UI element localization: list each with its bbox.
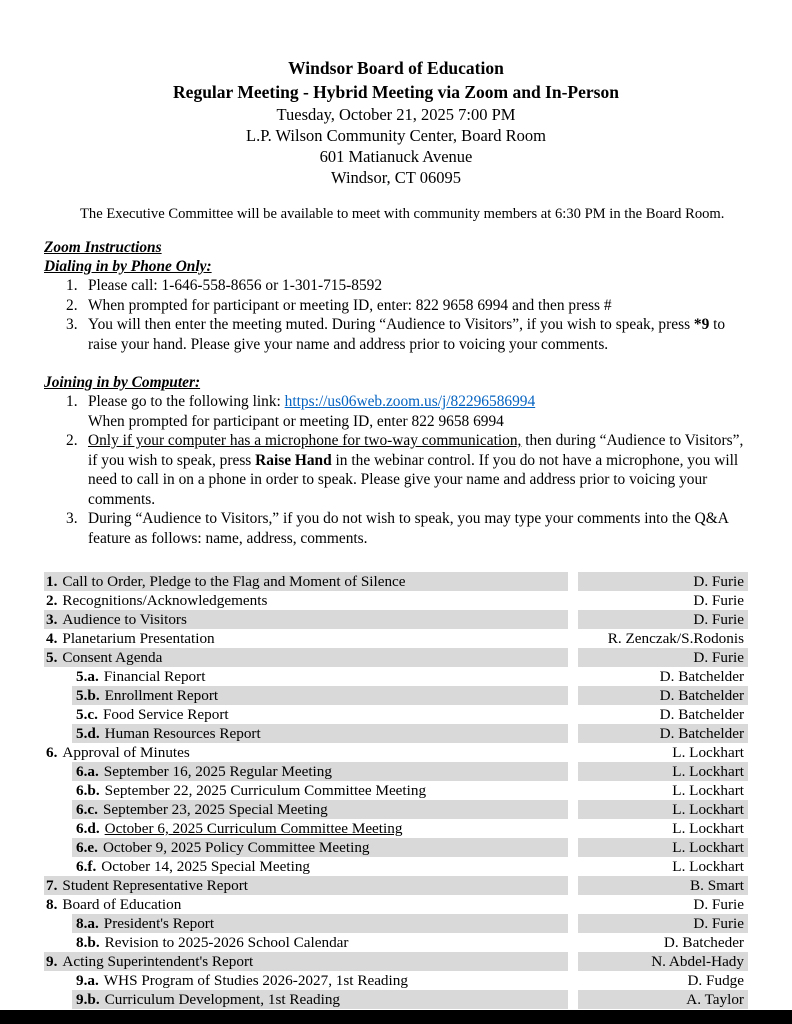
agenda-item-number: 6.c. (76, 801, 98, 818)
agenda-item-cell (44, 705, 568, 724)
list-item (44, 276, 748, 296)
meeting-address: 601 Matianuck Avenue (319, 147, 473, 166)
agenda-presenter: L. Lockhart (578, 762, 748, 781)
computer-item-2-bold: Raise Hand (255, 451, 332, 469)
agenda-item-cell (44, 933, 568, 952)
agenda-presenter: D. Batchelder (659, 706, 744, 723)
list-item (44, 392, 748, 431)
zoom-meeting-link[interactable]: https://us06web.zoom.us/j/82296586994 (284, 393, 536, 410)
list-item (44, 509, 748, 548)
agenda-row (44, 572, 748, 591)
computer-item-1-line2: When prompted for participant or meeting ID, enter 822 9658 6994 (88, 412, 504, 430)
agenda-item-cell (44, 743, 568, 762)
meeting-city: Windsor, CT 06095 (331, 168, 461, 187)
agenda-row (44, 857, 748, 876)
zoom-instructions-section (44, 238, 748, 548)
agenda-item-cell (44, 686, 568, 705)
agenda-item-cell (44, 572, 568, 591)
agenda-item-text: Audience to Visitors (62, 611, 187, 628)
agenda-item-cell (44, 990, 568, 1009)
agenda-item-number: 8.b. (76, 934, 100, 951)
agenda-item-text: September 23, 2025 Special Meeting (102, 801, 328, 818)
agenda-item-cell (44, 876, 568, 895)
agenda-item-number: 6. (46, 744, 58, 761)
agenda-item-text: Curriculum Development, 1st Reading (104, 991, 341, 1008)
agenda-presenter: D. Batchelder (659, 668, 744, 685)
phone-instructions-list (44, 276, 748, 354)
agenda-row (44, 667, 748, 686)
agenda-item-number: 1. (46, 573, 58, 590)
phone-item-3-bold: *9 (693, 316, 710, 333)
phone-item-3-text: You will then enter the meeting muted. During “Audience to Visitors”, if you wish to speak, press (88, 316, 694, 333)
list-item-number: 3. (66, 510, 78, 527)
agenda-row (44, 819, 748, 838)
phone-item-1: Please call: 1-646-558-8656 or 1-301-715-8592 (88, 277, 383, 294)
agenda-table (44, 572, 748, 1009)
agenda-row (44, 876, 748, 895)
agenda-presenter: D. Furie (578, 914, 748, 933)
agenda-item-text: September 22, 2025 Curriculum Committee Meeting (104, 782, 427, 799)
agenda-presenter: D. Furie (578, 648, 748, 667)
zoom-instructions-heading: Zoom Instructions (44, 239, 162, 256)
agenda-item-text: Enrollment Report (104, 687, 219, 704)
agenda-item-text: October 6, 2025 Curriculum Committee Meeting (104, 820, 403, 837)
agenda-item-cell (44, 610, 568, 629)
agenda-item-text: Recognitions/Acknowledgements (62, 592, 268, 609)
list-item (44, 315, 748, 354)
phone-item-3-text-end: to raise your hand. Please give your name and address prior to voicing your comments. (88, 316, 726, 353)
agenda-item-text: Consent Agenda (62, 649, 163, 666)
agenda-row (44, 800, 748, 819)
meeting-title: Windsor Board of Education (288, 58, 504, 78)
agenda-presenter: D. Fudge (687, 972, 744, 989)
agenda-row (44, 838, 748, 857)
meeting-subtitle: Regular Meeting - Hybrid Meeting via Zoom and In-Person (173, 82, 619, 102)
agenda-item-text: Financial Report (103, 668, 206, 685)
agenda-presenter: L. Lockhart (672, 782, 744, 799)
agenda-row (44, 914, 748, 933)
agenda-item-cell (44, 800, 568, 819)
meeting-datetime: Tuesday, October 21, 2025 7:00 PM (276, 105, 516, 124)
agenda-item-number: 6.a. (76, 763, 99, 780)
agenda-item-text: Student Representative Report (62, 877, 248, 894)
agenda-presenter: L. Lockhart (578, 838, 748, 857)
agenda-item-text: Approval of Minutes (62, 744, 190, 761)
agenda-item-number: 2. (46, 592, 58, 609)
list-item-number: 2. (66, 432, 78, 449)
agenda-item-text: October 14, 2025 Special Meeting (101, 858, 311, 875)
agenda-presenter: D. Batcheder (663, 934, 744, 951)
list-item-number: 1. (66, 393, 78, 410)
phone-instructions-heading: Dialing in by Phone Only: (44, 258, 212, 275)
agenda-row (44, 933, 748, 952)
agenda-item-number: 8.a. (76, 915, 99, 932)
agenda-row (44, 724, 748, 743)
agenda-presenter: D. Furie (693, 592, 744, 609)
agenda-item-cell (44, 819, 568, 838)
agenda-item-cell (44, 648, 568, 667)
agenda-item-cell (44, 952, 568, 971)
agenda-item-text: Board of Education (62, 896, 182, 913)
agenda-item-number: 8. (46, 896, 58, 913)
agenda-item-number: 5.c. (76, 706, 98, 723)
agenda-item-number: 5.b. (76, 687, 100, 704)
agenda-item-cell (44, 838, 568, 857)
agenda-presenter: L. Lockhart (672, 744, 744, 761)
computer-item-1 (88, 392, 748, 431)
phone-item-3 (88, 315, 748, 354)
agenda-item-number: 5.d. (76, 725, 100, 742)
agenda-item-text: Human Resources Report (104, 725, 261, 742)
agenda-item-cell (44, 724, 568, 743)
computer-item-3: During “Audience to Visitors,” if you do not wish to speak, you may type your comments into the Q&A feature as follows: name, address, comments. (88, 510, 728, 547)
agenda-row (44, 952, 748, 971)
agenda-item-text: Food Service Report (102, 706, 229, 723)
agenda-row (44, 686, 748, 705)
agenda-presenter: R. Zenczak/S.Rodonis (607, 630, 744, 647)
agenda-row (44, 629, 748, 648)
agenda-presenter: B. Smart (578, 876, 748, 895)
agenda-item-number: 9. (46, 953, 58, 970)
computer-item-2-underlined: Only if your computer has a microphone for two-way communication, (88, 432, 522, 449)
agenda-item-text: Call to Order, Pledge to the Flag and Moment of Silence (62, 573, 406, 590)
computer-instructions-heading: Joining in by Computer: (44, 374, 201, 391)
agenda-row (44, 648, 748, 667)
computer-item-1-line1 (88, 392, 748, 412)
meeting-location: L.P. Wilson Community Center, Board Room (246, 126, 546, 145)
agenda-item-cell (44, 914, 568, 933)
agenda-presenter: D. Batchelder (578, 686, 748, 705)
page-bottom-edge (0, 1010, 792, 1024)
agenda-item-text: Planetarium Presentation (62, 630, 215, 647)
computer-item-1-text: Please go to the following link: (88, 393, 285, 410)
agenda-row (44, 762, 748, 781)
agenda-item-number: 3. (46, 611, 58, 628)
computer-instructions-list (44, 392, 748, 548)
agenda-item-cell (44, 781, 568, 800)
computer-item-2 (88, 431, 748, 509)
agenda-item-number: 9.a. (76, 972, 99, 989)
agenda-item-text: October 9, 2025 Policy Committee Meeting (102, 839, 370, 856)
agenda-item-number: 6.e. (76, 839, 98, 856)
agenda-item-number: 5.a. (76, 668, 99, 685)
agenda-item-number: 6.b. (76, 782, 100, 799)
agenda-presenter: D. Furie (578, 572, 748, 591)
agenda-item-cell (44, 971, 568, 990)
agenda-presenter: D. Furie (578, 610, 748, 629)
agenda-item-number: 5. (46, 649, 58, 666)
agenda-presenter: L. Lockhart (672, 820, 744, 837)
computer-item-2-text: then during “Audience to Visitors”, if you wish to speak, press (88, 432, 744, 469)
agenda-item-text: President's Report (103, 915, 215, 932)
agenda-presenter: D. Furie (693, 896, 744, 913)
agenda-item-text: WHS Program of Studies 2026-2027, 1st Reading (103, 972, 408, 989)
agenda-item-cell (44, 857, 568, 876)
list-item-number: 1. (66, 277, 78, 294)
phone-item-2: When prompted for participant or meeting ID, enter: 822 9658 6994 and then press # (88, 296, 612, 314)
agenda-item-number: 6.d. (76, 820, 100, 837)
agenda-item-number: 7. (46, 877, 58, 894)
list-item-number: 2. (66, 296, 78, 314)
agenda-item-cell (44, 762, 568, 781)
list-item (44, 296, 748, 316)
executive-committee-note: The Executive Committee will be available to meet with community members at 6:30 PM in the Board Room. (80, 206, 725, 222)
document-header (0, 0, 792, 188)
agenda-presenter: D. Batchelder (578, 724, 748, 743)
agenda-presenter: N. Abdel-Hady (578, 952, 748, 971)
agenda-row (44, 971, 748, 990)
agenda-presenter: L. Lockhart (578, 800, 748, 819)
list-item-number: 3. (66, 316, 78, 333)
list-item (44, 431, 748, 509)
agenda-item-number: 4. (46, 630, 58, 647)
agenda-item-text: Acting Superintendent's Report (62, 953, 254, 970)
agenda-item-number: 6.f. (76, 858, 97, 875)
agenda-item-cell (44, 667, 568, 686)
agenda-item-number: 9.b. (76, 991, 100, 1008)
agenda-row (44, 781, 748, 800)
agenda-item-cell (44, 895, 568, 914)
agenda-presenter: A. Taylor (578, 990, 748, 1009)
agenda-row (44, 610, 748, 629)
agenda-row (44, 990, 748, 1009)
agenda-row (44, 591, 748, 610)
agenda-item-cell (44, 629, 568, 648)
agenda-item-cell (44, 591, 568, 610)
agenda-item-text: September 16, 2025 Regular Meeting (103, 763, 332, 780)
agenda-row (44, 743, 748, 762)
agenda-row (44, 895, 748, 914)
agenda-presenter: L. Lockhart (672, 858, 744, 875)
computer-item-2-text-end: in the webinar control. If you do not have a microphone, you will need to call in on a phone in order to speak. Please give your name and address prior to voicing your comments. (88, 451, 739, 508)
section-gap (44, 354, 748, 373)
agenda-item-text: Revision to 2025-2026 School Calendar (104, 934, 349, 951)
agenda-row (44, 705, 748, 724)
